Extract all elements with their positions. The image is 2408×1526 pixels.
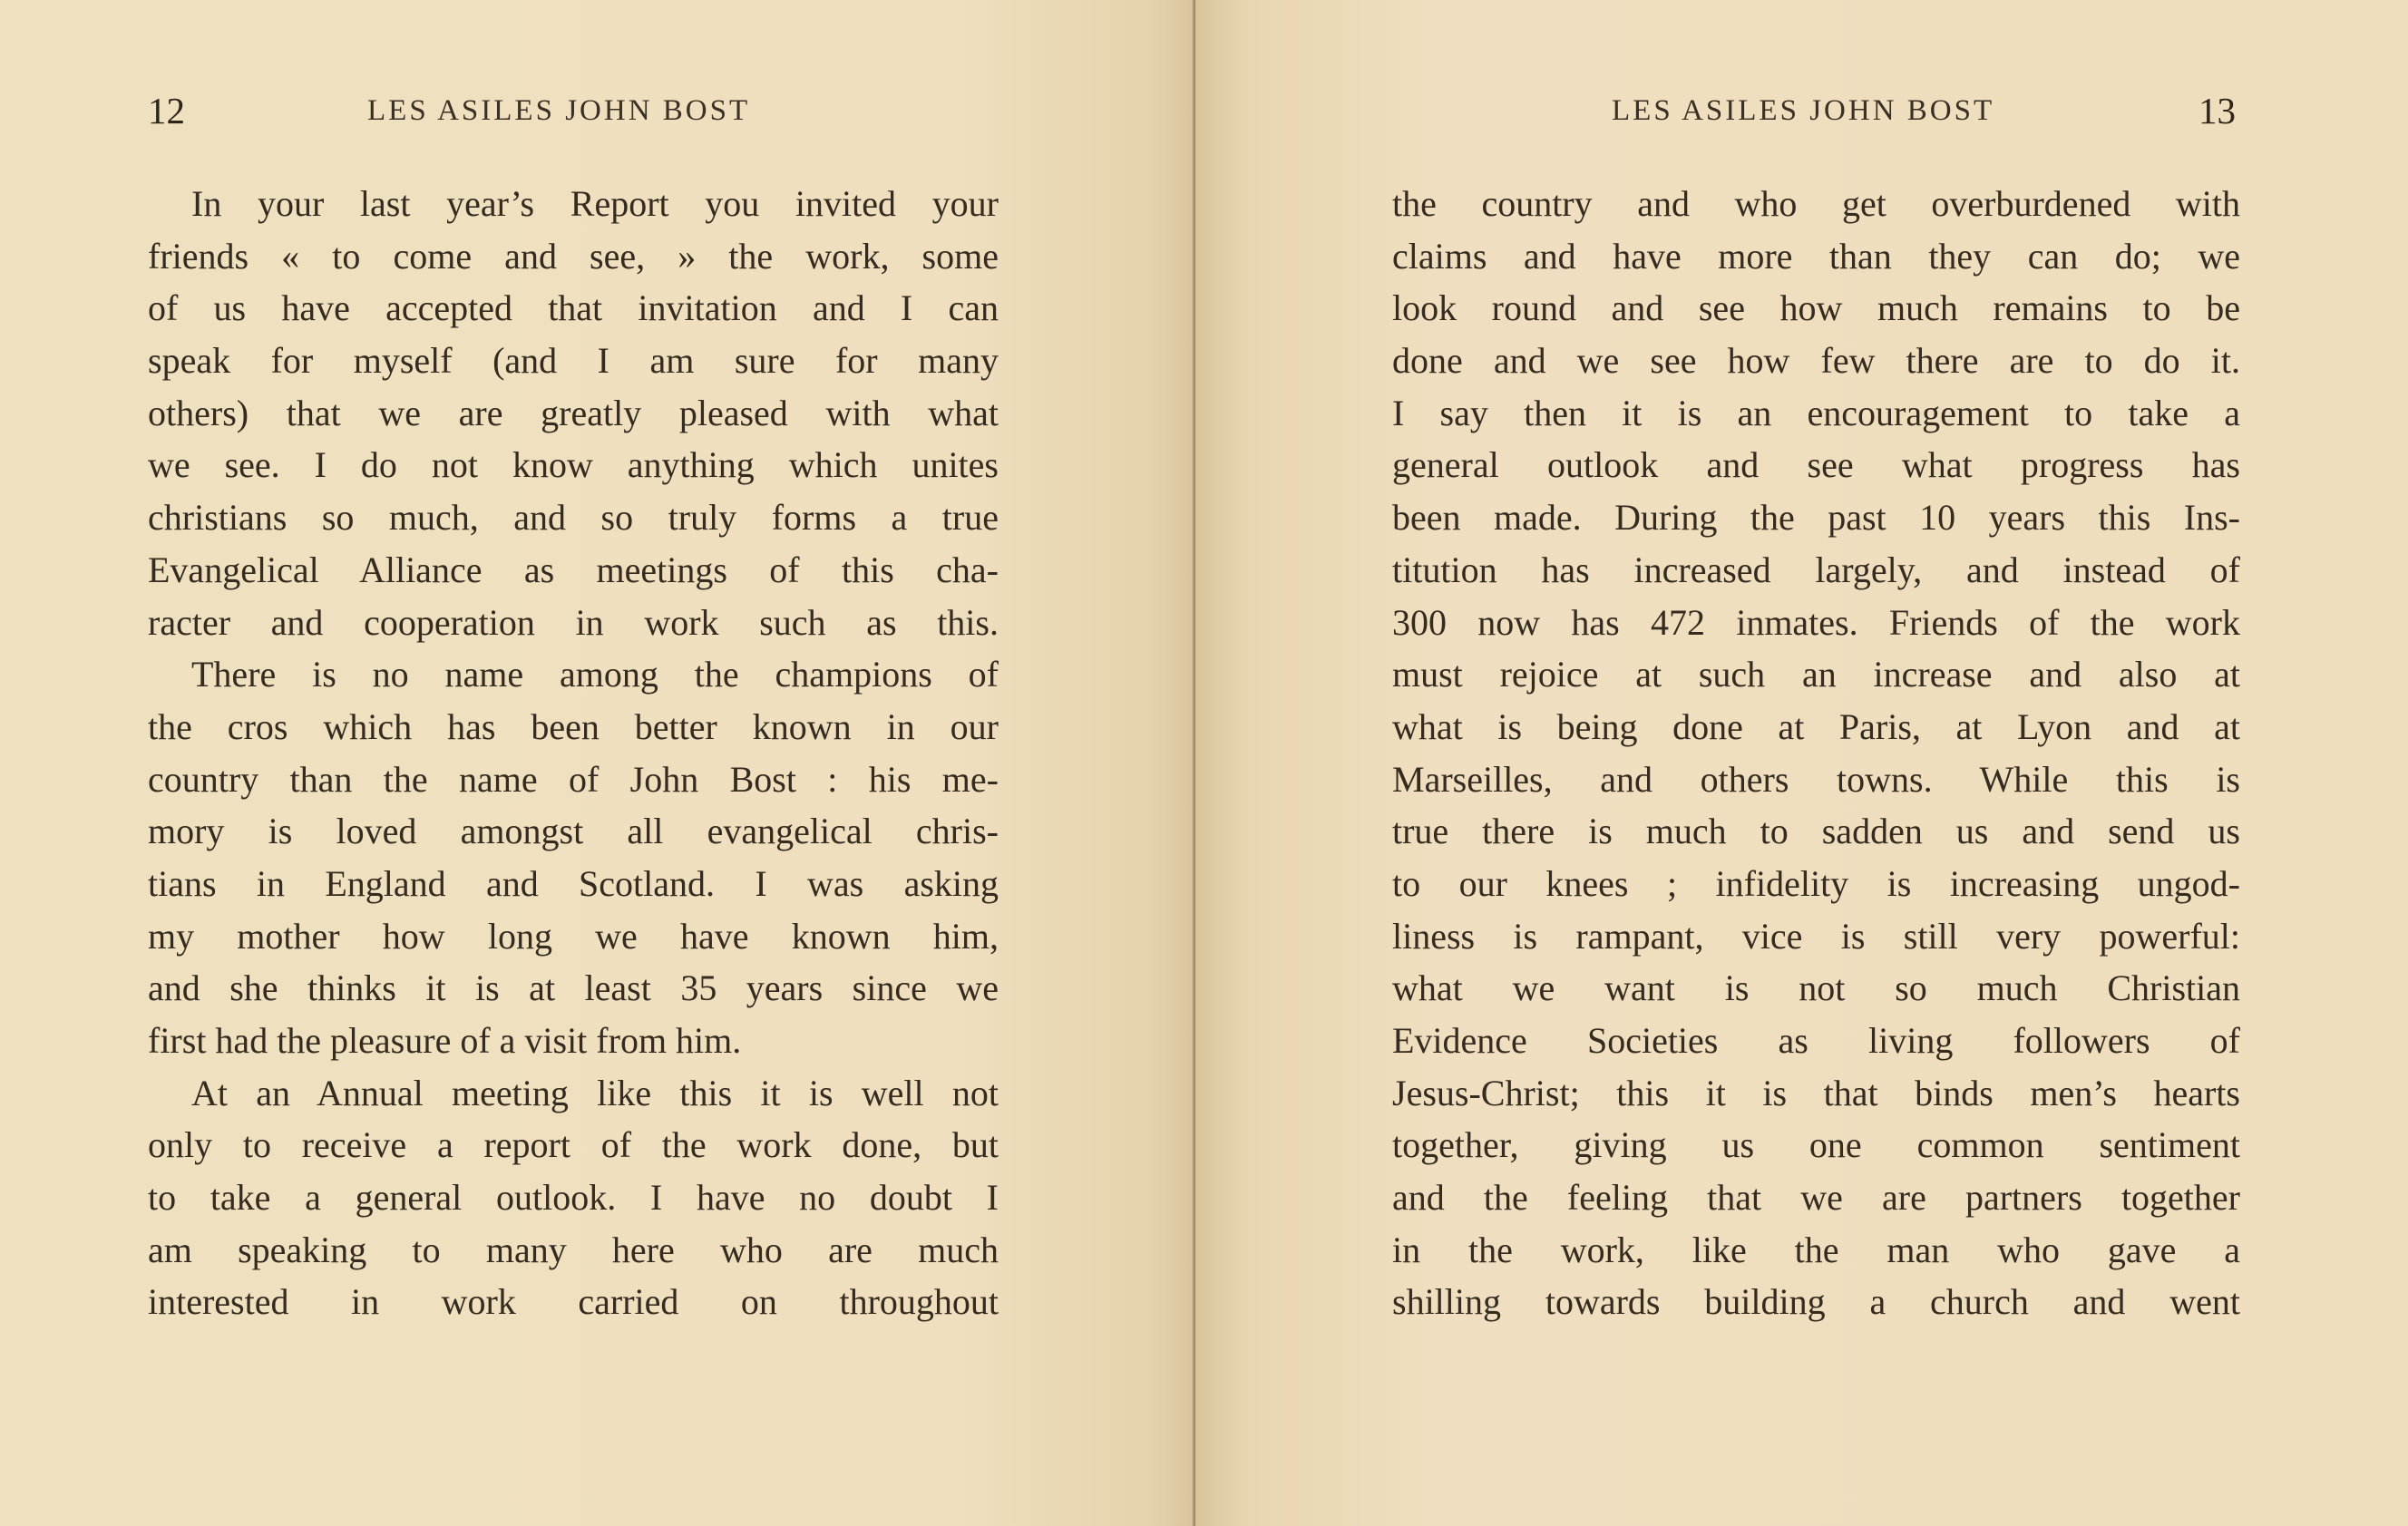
text-line: the cros which has been better known in our	[148, 705, 999, 747]
text-line: to take a general outlook. I have no doubt I	[148, 1177, 999, 1219]
text-line: been made. During the past 10 years this Ins-	[1392, 497, 2240, 539]
text-line: Evangelical Alliance as meetings of this cha-	[148, 549, 999, 590]
text-line: titution has increased largely, and instead of	[1392, 549, 2240, 590]
text-line: in the work, like the man who gave a	[1392, 1229, 2240, 1270]
text-line: together, giving us one common sentiment	[1392, 1124, 2240, 1166]
text-line: and she thinks it is at least 35 years since we	[148, 967, 999, 1009]
text-line: liness is rampant, vice is still very powerful:	[1392, 915, 2240, 957]
right-running-head: LES ASILES JOHN BOST	[1612, 94, 1995, 127]
text-line: look round and see how much remains to be	[1392, 287, 2240, 329]
text-line: In your last year’s Report you invited your	[191, 183, 999, 224]
text-line: Marseilles, and others towns. While this is	[1392, 758, 2240, 800]
text-line: mory is loved amongst all evangelical chris-	[148, 811, 999, 852]
left-running-head: LES ASILES JOHN BOST	[367, 94, 751, 127]
text-line: I say then it is an encouragement to take a	[1392, 392, 2240, 433]
text-line: done and we see how few there are to do it.	[1392, 340, 2240, 382]
text-line: what is being done at Paris, at Lyon and at	[1392, 705, 2240, 747]
left-page-number: 12	[148, 90, 185, 131]
text-line: Evidence Societies as living followers of	[1392, 1020, 2240, 1061]
text-line: christians so much, and so truly forms a true	[148, 497, 999, 539]
text-line: others) that we are greatly pleased with what	[148, 392, 999, 433]
text-line: and the feeling that we are partners together	[1392, 1177, 2240, 1219]
text-line: 300 now has 472 inmates. Friends of the work	[1392, 601, 2240, 643]
text-line: friends « to come and see, » the work, some	[148, 235, 999, 277]
text-line: country than the name of John Bost : his me-	[148, 758, 999, 800]
text-line: speak for myself (and I am sure for many	[148, 340, 999, 382]
text-line: only to receive a report of the work done, but	[148, 1124, 999, 1166]
text-line: There is no name among the champions of	[191, 654, 999, 695]
left-page	[0, 0, 1195, 1526]
text-line: shilling towards building a church and went	[1392, 1281, 2240, 1323]
text-line: true there is much to sadden us and send us	[1392, 811, 2240, 852]
text-line: first had the pleasure of a visit from him.	[148, 1020, 742, 1061]
text-line: to our knees ; infidelity is increasing ungod-	[1392, 862, 2240, 904]
text-line: my mother how long we have known him,	[148, 915, 999, 957]
text-line: racter and cooperation in work such as this.	[148, 601, 999, 643]
text-line: tians in England and Scotland. I was asking	[148, 862, 999, 904]
text-line: claims and have more than they can do; we	[1392, 235, 2240, 277]
text-line: the country and who get overburdened with	[1392, 183, 2240, 224]
text-line: At an Annual meeting like this it is well not	[191, 1072, 999, 1113]
text-line: Jesus-Christ; this it is that binds men’s hearts	[1392, 1072, 2240, 1113]
text-line: general outlook and see what progress has	[1392, 444, 2240, 486]
left-body-text	[148, 178, 999, 1328]
right-page-number: 13	[2198, 90, 2236, 131]
text-line: we see. I do not know anything which unites	[148, 444, 999, 486]
text-line: must rejoice at such an increase and also at	[1392, 654, 2240, 695]
text-line: what we want is not so much Christian	[1392, 967, 2240, 1009]
text-line: of us have accepted that invitation and I can	[148, 287, 999, 329]
text-line: am speaking to many here who are much	[148, 1229, 999, 1270]
right-body-text	[1392, 178, 2240, 1328]
text-line: interested in work carried on throughout	[148, 1281, 999, 1323]
